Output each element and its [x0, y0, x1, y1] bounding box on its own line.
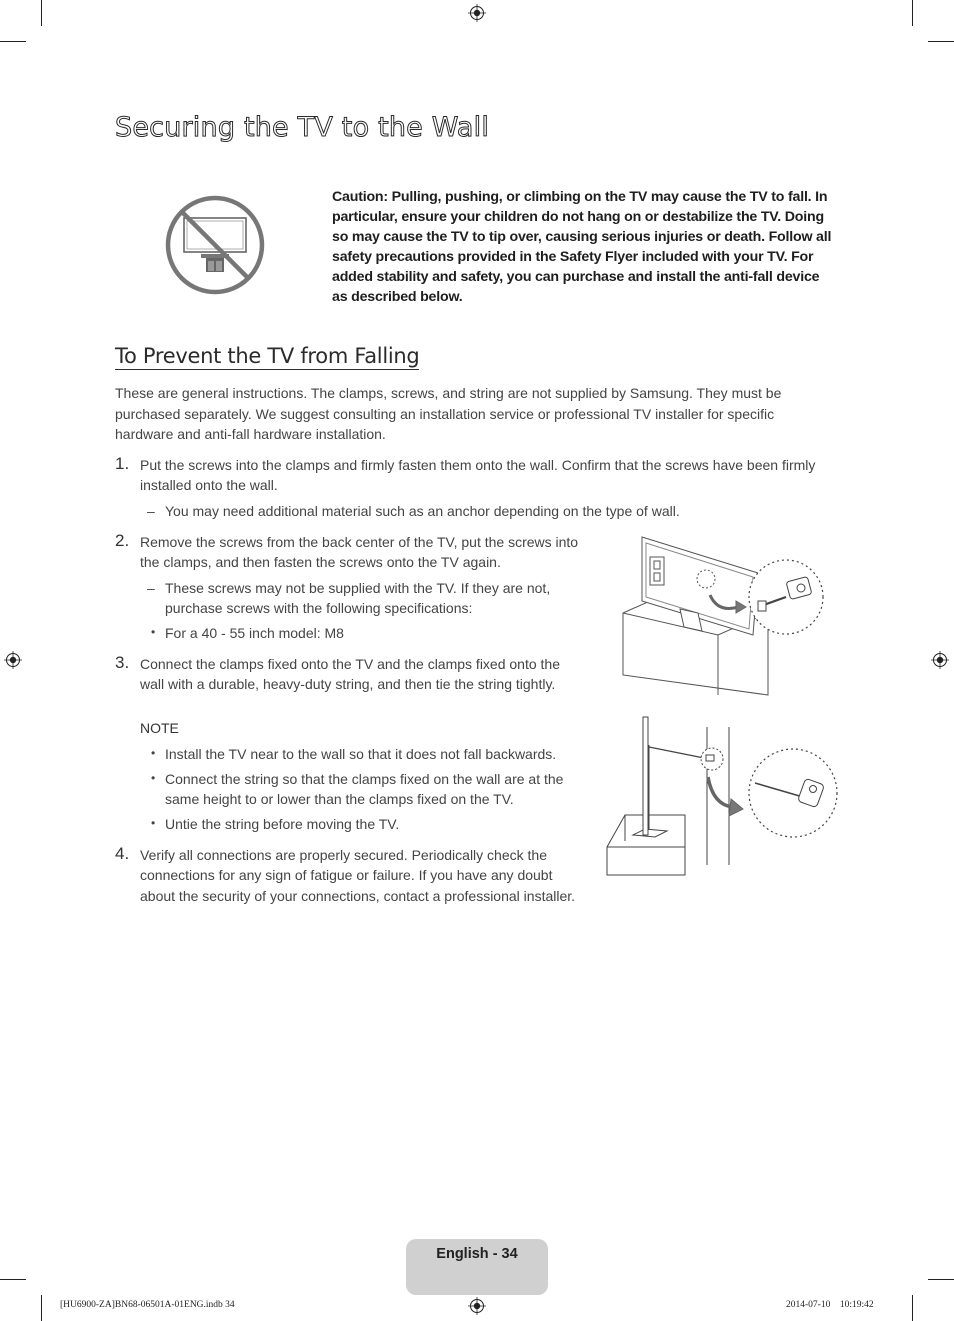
bullet-mark: • — [151, 771, 156, 785]
crop-mark — [912, 1295, 913, 1321]
crop-mark — [912, 0, 913, 26]
bullet-mark: • — [151, 746, 156, 760]
page-number: English - 34 — [436, 1246, 518, 1262]
intro-paragraph: These are general instructions. The clamps, screws, and string are not supplied by Samsung. They must be purchased separately. We suggest consulting an installation service or professional TV installer for specific hardware and anti-fall hardware installation. — [115, 385, 782, 442]
print-slug-file: [HU6900-ZA]BN68-06501A-01ENG.indb 34 — [60, 1300, 235, 1310]
crop-mark — [0, 41, 26, 42]
crop-mark — [41, 1295, 42, 1321]
tv-wall-string-illustration — [605, 715, 840, 880]
registration-mark-icon — [4, 651, 22, 669]
note-label: NOTE — [140, 720, 179, 736]
bullet-mark: • — [151, 625, 156, 639]
step-text: Connect the clamps fixed onto the TV and the clamps fixed onto the wall with a durable, heavy-duty string, and then tie the string tightly. — [140, 656, 560, 693]
crop-mark — [928, 41, 954, 42]
step-text: Remove the screws from the back center of the TV, put the screws into the clamps, and then fasten the screws onto the TV again. — [140, 534, 579, 571]
step-number: 2. — [115, 531, 130, 550]
tv-stand-illustration — [618, 535, 828, 700]
note-bullet: Install the TV near to the wall so that it does not fall backwards. — [165, 746, 557, 762]
crop-mark — [928, 1279, 954, 1280]
section-title: To Prevent the TV from Falling — [115, 344, 420, 368]
note-bullet: Untie the string before moving the TV. — [165, 816, 400, 832]
crop-mark — [41, 0, 42, 26]
page-title: Securing the TV to the Wall — [115, 112, 490, 143]
step-bullet: For a 40 - 55 inch model: M8 — [165, 625, 344, 641]
registration-mark-icon — [468, 4, 486, 22]
caution-text: Caution: Pulling, pushing, or climbing on the TV may cause the TV to fall. In particular, ensure your children do not hang on or destabilize the TV. Doing so may cause the TV to tip over, causing serious injuries or death. Follow all safety precautions provided in the Safety Flyer included with your TV. For added stability and safety, you can purchase and install the anti-fall device as described below. — [332, 189, 832, 305]
step-text: Verify all connections are properly secured. Periodically check the connections for any sign of fatigue or failure. If you have any doubt about the security of your connections, contact a professional installer. — [140, 847, 576, 904]
registration-mark-icon — [931, 651, 949, 669]
step-number: 3. — [115, 653, 130, 672]
step-subnote: You may need additional material such as an anchor depending on the type of wall. — [165, 503, 680, 519]
step-text: Put the screws into the clamps and firmly fasten them onto the wall. Confirm that the screws have been firmly installed onto the wall. — [140, 457, 816, 494]
step-number: 1. — [115, 454, 130, 473]
print-slug-timestamp: 2014-07-10 10:19:42 — [786, 1300, 874, 1310]
dash-mark: – — [147, 503, 155, 519]
step-number: 4. — [115, 844, 130, 863]
bullet-mark: • — [151, 816, 156, 830]
registration-mark-icon — [468, 1297, 486, 1315]
step-subnote: These screws may not be supplied with the TV. If they are not, purchase screws with the following specifications: — [165, 580, 551, 617]
crop-mark — [0, 1279, 26, 1280]
note-bullet: Connect the string so that the clamps fixed on the wall are at the same height to or lower than the clamps fixed on the TV. — [165, 771, 564, 808]
no-climbing-icon — [164, 194, 266, 296]
dash-mark: – — [147, 580, 155, 596]
